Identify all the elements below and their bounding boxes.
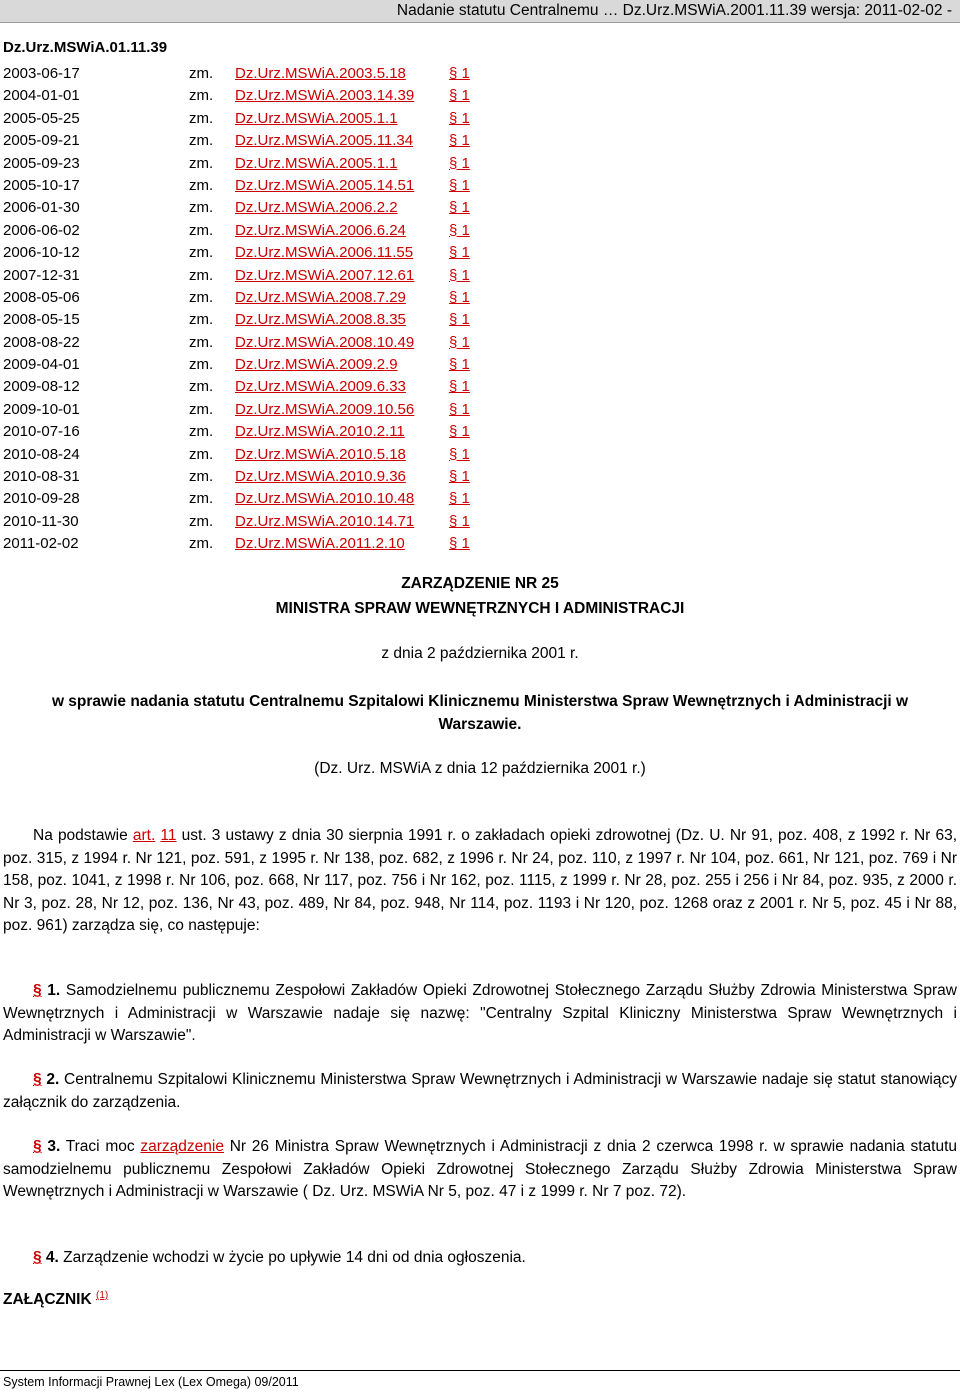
section-3-text-after: Nr 26 Ministra Spraw Wewnętrznych i Administracji z dnia 2 czerwca 1998 r. w sprawie nadania statutu samodzielnemu publicznemu Zespołowi Zakładów Opieki Zdrowotnej Stołecznego Zarządu Służby Zdrowia Ministerstwa Spraw Wewnętrznych i Administracji w Warszawie ( Dz. Urz. MSWiA Nr 5, poz. 47 i z 1999 r. Nr 7 poz. 72). <box>3 1138 958 1201</box>
history-ref-link[interactable]: Dz.Urz.MSWiA.2010.5.18 <box>235 445 406 463</box>
history-date: 2007-12-31 <box>3 266 80 284</box>
section-4-text: Zarządzenie wchodzi w życie po upływie 14 dni od dnia ogłoszenia. <box>58 1249 526 1266</box>
history-date: 2005-05-25 <box>3 109 80 127</box>
history-date: 2006-01-30 <box>3 199 80 217</box>
publication-info: (Dz. Urz. MSWiA z dnia 12 października 2001 r.) <box>314 760 646 777</box>
history-date: 2009-10-01 <box>3 400 80 418</box>
article-link[interactable]: art. <box>132 827 156 844</box>
history-section-link[interactable]: § 1 <box>449 176 470 194</box>
history-date: 2008-05-15 <box>3 311 80 329</box>
history-ref-link[interactable]: Dz.Urz.MSWiA.2003.14.39 <box>235 87 415 105</box>
history-date: 2010-11-30 <box>3 512 79 530</box>
history-section-link[interactable]: § 1 <box>449 65 470 82</box>
history-ref-link[interactable]: Dz.Urz.MSWiA.2008.10.49 <box>235 333 415 351</box>
history-date: 2010-08-31 <box>3 468 80 486</box>
history-ref-link[interactable]: Dz.Urz.MSWiA.2006.6.24 <box>235 221 406 239</box>
history-action: zm. <box>189 109 214 127</box>
annex-footnote-link[interactable]: (1) <box>96 1290 109 1301</box>
section-2-number: 2. <box>41 1071 60 1088</box>
history-section-link[interactable]: § 1 <box>449 132 470 150</box>
history-ref-link[interactable]: Dz.Urz.MSWiA.2010.9.36 <box>235 468 406 486</box>
history-ref-link[interactable]: Dz.Urz.MSWiA.2008.8.35 <box>235 311 406 329</box>
history-date: 2010-09-28 <box>3 490 80 508</box>
history-date: 2008-05-06 <box>3 288 80 306</box>
section-1 <box>3 980 957 1048</box>
section-2 <box>3 1069 957 1114</box>
history-date: 2008-08-22 <box>3 333 80 351</box>
history-date: 2009-08-12 <box>3 378 80 396</box>
history-section-link[interactable]: § 1 <box>449 87 470 105</box>
history-ref-link[interactable]: Dz.Urz.MSWiA.2005.1.1 <box>235 109 398 127</box>
history-ref-link[interactable]: Dz.Urz.MSWiA.2010.14.71 <box>235 512 415 530</box>
history-date: 2010-07-16 <box>3 423 80 441</box>
history-ref-link[interactable]: Dz.Urz.MSWiA.2009.2.9 <box>235 356 398 374</box>
history-action: zm. <box>189 400 214 418</box>
act-subject: w sprawie nadania statutu Centralnemu Szpitalowi Klinicznemu Ministerstwa Spraw Wewnętrznych i Administracji w Warszawie. <box>51 693 909 733</box>
act-title-line2: MINISTRA SPRAW WEWNĘTRZNYCH I ADMINISTRACJI <box>275 600 685 617</box>
history-ref-link[interactable]: Dz.Urz.MSWiA.2007.12.61 <box>235 266 415 284</box>
history-action: zm. <box>189 221 214 239</box>
section-2-text: Centralnemu Szpitalowi Klinicznemu Ministerstwa Spraw Wewnętrznych i Administracji w Warszawie nadaje się statut stanowiący załącznik do zarządzenia. <box>3 1071 957 1111</box>
history-date: 2009-04-01 <box>3 356 80 374</box>
section-2-link[interactable]: § <box>33 1071 42 1088</box>
history-section-link[interactable]: § 1 <box>449 109 470 127</box>
history-section-link[interactable]: § 1 <box>449 221 470 239</box>
header-title: Nadanie statutu Centralnemu … Dz.Urz.MSWiA.2001.11.39 wersja: 2011-02-02 - <box>396 2 952 19</box>
history-date: 2003-06-17 <box>3 65 80 82</box>
section-3-number: 3. <box>41 1138 61 1155</box>
history-section-link[interactable]: § 1 <box>449 288 470 306</box>
history-action: zm. <box>189 311 214 329</box>
history-action: zm. <box>189 378 214 396</box>
history-ref-link[interactable]: Dz.Urz.MSWiA.2010.2.11 <box>235 423 405 441</box>
footer-text: System Informacji Prawnej Lex (Lex Omega) 09/2011 <box>3 1375 299 1389</box>
history-action: zm. <box>189 154 214 172</box>
history-ref-link[interactable]: Dz.Urz.MSWiA.2005.11.34 <box>235 132 414 150</box>
history-date: 2006-06-02 <box>3 221 80 239</box>
history-section-link[interactable]: § 1 <box>449 266 470 284</box>
history-date: 2005-10-17 <box>3 176 80 194</box>
repealed-order-link[interactable]: zarządzenie <box>140 1138 224 1155</box>
document-id: Dz.Urz.MSWiA.01.11.39 <box>3 39 168 56</box>
annex-heading <box>3 1290 108 1309</box>
history-section-link[interactable]: § 1 <box>449 400 470 418</box>
act-title-line1: ZARZĄDZENIE NR 25 <box>401 575 559 592</box>
history-action: zm. <box>189 445 214 463</box>
history-date: 2004-01-01 <box>3 87 80 105</box>
history-action: zm. <box>189 65 214 82</box>
history-action: zm. <box>189 535 214 553</box>
history-action: zm. <box>189 490 214 508</box>
history-ref-link[interactable]: Dz.Urz.MSWiA.2009.10.56 <box>235 400 415 418</box>
annex-label: ZAŁĄCZNIK <box>3 1291 92 1309</box>
history-action: zm. <box>189 468 214 486</box>
section-1-number: 1. <box>41 982 61 999</box>
legal-basis-prefix: Na podstawie <box>33 827 133 844</box>
section-4 <box>3 1247 957 1270</box>
section-3 <box>3 1136 957 1204</box>
history-section-link[interactable]: § 1 <box>449 311 470 329</box>
history-action: zm. <box>189 288 214 306</box>
history-date: 2010-08-24 <box>3 445 80 463</box>
history-ref-link[interactable]: Dz.Urz.MSWiA.2011.2.10 <box>235 535 405 553</box>
history-ref-link[interactable]: Dz.Urz.MSWiA.2010.10.48 <box>235 490 415 508</box>
history-action: zm. <box>189 199 214 217</box>
history-action: zm. <box>189 356 214 374</box>
history-date: 2011-02-02 <box>3 535 79 553</box>
section-1-link[interactable]: § <box>33 982 42 999</box>
article-number-link[interactable]: 11 <box>160 827 177 844</box>
history-ref-link[interactable]: Dz.Urz.MSWiA.2008.7.29 <box>235 288 406 306</box>
history-action: zm. <box>189 176 214 194</box>
history-ref-link[interactable]: Dz.Urz.MSWiA.2005.1.1 <box>235 154 398 172</box>
history-ref-link[interactable]: Dz.Urz.MSWiA.2005.14.51 <box>235 176 415 194</box>
history-action: zm. <box>189 512 214 530</box>
history-section-link[interactable]: § 1 <box>449 423 470 441</box>
document-header-bar <box>0 0 960 23</box>
history-date: 2005-09-23 <box>3 154 80 172</box>
history-date: 2005-09-21 <box>3 132 80 150</box>
legal-basis-text: ust. 3 ustawy z dnia 30 sierpnia 1991 r. o zakładach opieki zdrowotnej (Dz. U. Nr 91, poz. 408, z 1992 r. Nr 63, poz. 315, z 1994 r. Nr 121, poz. 591, z 1995 r. Nr 138, poz. 682, z 1996 r. Nr 24, poz. 110, z 1997 r. Nr 104, poz. 661, Nr 121, poz. 769 i Nr 158, poz. 1041, z 1998 r. Nr 106, poz. 668, Nr 117, poz. 756 i Nr 162, poz. 1115, z 1999 r. Nr 28, poz. 255 i 256 i Nr 84, poz. 935, z 2000 r. Nr 3, poz. 28, Nr 12, poz. 136, Nr 43, poz. 489, Nr 84, poz. 948, Nr 114, poz. 1193 i Nr 120, poz. 1268 oraz z 2001 r. Nr 5, poz. 45 i Nr 88, poz. 961) zarządza się, co następuje: <box>3 827 958 935</box>
history-date: 2006-10-12 <box>3 244 80 262</box>
history-section-link[interactable]: § 1 <box>449 333 470 351</box>
act-date: z dnia 2 października 2001 r. <box>381 645 579 662</box>
history-action: zm. <box>189 132 214 150</box>
history-section-link[interactable]: § 1 <box>449 199 470 217</box>
history-section-link[interactable]: § 1 <box>449 512 470 530</box>
history-section-link[interactable]: § 1 <box>449 378 470 396</box>
history-action: zm. <box>189 87 214 105</box>
history-ref-link[interactable]: Dz.Urz.MSWiA.2006.2.2 <box>235 199 398 217</box>
history-section-link[interactable]: § 1 <box>449 468 470 486</box>
history-section-link[interactable]: § 1 <box>449 244 470 262</box>
section-3-link[interactable]: § <box>33 1138 42 1155</box>
section-1-text: Samodzielnemu publicznemu Zespołowi Zakładów Opieki Zdrowotnej Stołecznego Zarządu Służby Zdrowia Ministerstwa Spraw Wewnętrznych i Administracji w Warszawie nadaje się nazwę: "Centralny Szpital Kliniczny Ministerstwa Spraw Wewnętrznych i Administracji w Warszawie". <box>3 982 957 1045</box>
footer-divider <box>0 1370 960 1371</box>
history-ref-link[interactable]: Dz.Urz.MSWiA.2003.5.18 <box>235 65 406 82</box>
history-action: zm. <box>189 333 214 351</box>
section-4-link[interactable]: § <box>33 1249 42 1266</box>
history-ref-link[interactable]: Dz.Urz.MSWiA.2009.6.33 <box>235 378 406 396</box>
history-action: zm. <box>189 244 214 262</box>
history-ref-link[interactable]: Dz.Urz.MSWiA.2006.11.55 <box>235 244 414 262</box>
history-action: zm. <box>189 423 214 441</box>
legal-basis-paragraph <box>3 825 957 938</box>
section-4-number: 4. <box>41 1249 59 1266</box>
history-section-link[interactable]: § 1 <box>449 490 470 508</box>
section-3-text-before: Traci moc <box>60 1138 141 1155</box>
history-section-link[interactable]: § 1 <box>449 356 470 374</box>
history-section-link[interactable]: § 1 <box>449 154 470 172</box>
history-action: zm. <box>189 266 214 284</box>
history-section-link[interactable]: § 1 <box>449 535 470 553</box>
history-section-link[interactable]: § 1 <box>449 445 470 463</box>
